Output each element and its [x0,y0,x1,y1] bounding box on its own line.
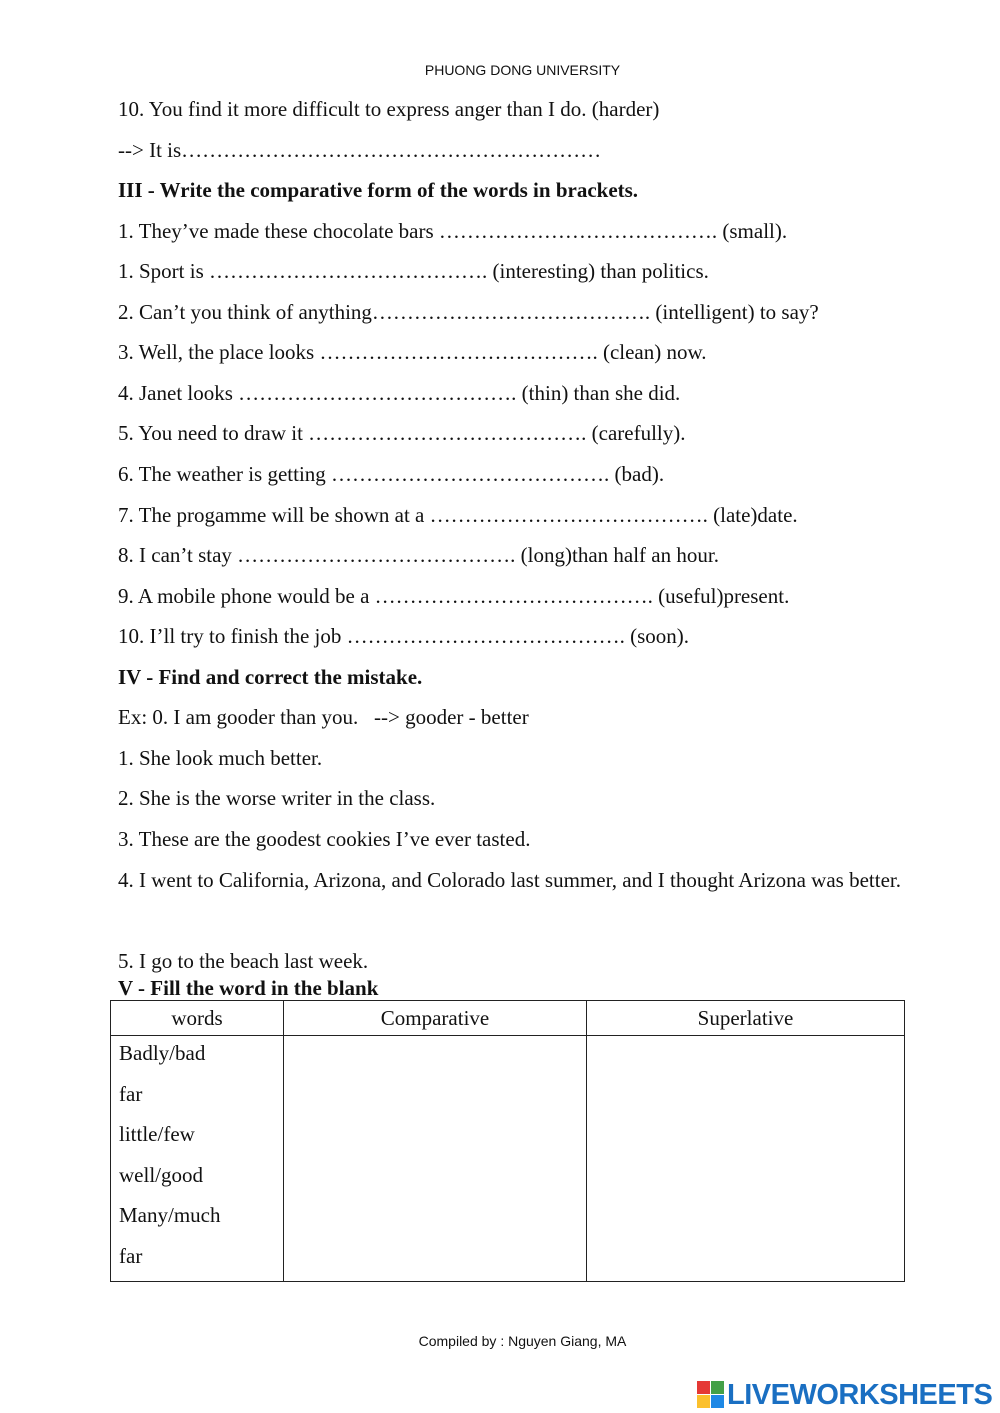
word-entry: Many/much [119,1203,221,1227]
table-body-row [111,1036,905,1282]
words-cell [111,1036,284,1282]
column-header-comparative: Comparative [284,1001,587,1036]
section-3-item: 7. The progamme will be shown at a …………………………………. (late)date. [118,503,798,527]
section-3-item: 2. Can’t you think of anything…………………………………. (intelligent) to say? [118,300,819,324]
liveworksheets-logo-icon [697,1381,725,1409]
liveworksheets-brand[interactable] [697,1378,992,1412]
section-4-item: 4. I went to California, Arizona, and Colorado last summer, and I thought Arizona was better. [118,868,901,892]
word-entry: far [119,1081,143,1106]
liveworksheets-wordmark: LIVEWORKSHEETS [727,1378,993,1411]
section-3-item: 6. The weather is getting …………………………………. (bad). [118,462,665,486]
question-2-10: 10. You find it more difficult to express anger than I do. (harder) [118,97,660,121]
section-4-item: 1. She look much better. [118,746,323,770]
section-3-item: 5. You need to draw it …………………………………. (carefully). [118,421,686,445]
word-entry: well/good [119,1162,203,1187]
section-4-item: 3. These are the goodest cookies I’ve ever tasted. [118,827,531,851]
section-3-item: 9. A mobile phone would be a …………………………………. (useful)present. [118,584,790,608]
section-3-item: 3. Well, the place looks …………………………………. (clean) now. [118,340,707,364]
word-entry: Badly/bad [119,1041,206,1065]
section-4-example: Ex: 0. I am gooder than you. --> gooder - better [118,705,529,729]
section-4-item: 2. She is the worse writer in the class. [118,786,436,810]
page-header: PHUONG DONG UNIVERSITY [424,62,621,78]
section-4-title: IV - Find and correct the mistake. [118,665,423,689]
superlative-answer-cell[interactable] [587,1036,905,1282]
section-3-item: 8. I can’t stay …………………………………. (long)than half an hour. [118,543,719,567]
section-3-item: 1. Sport is …………………………………. (interesting) than politics. [118,259,709,283]
page-footer: Compiled by : Nguyen Giang, MA [418,1333,627,1349]
column-header-superlative: Superlative [587,1001,905,1036]
comparison-table [110,1000,905,1282]
comparative-answer-cell[interactable] [284,1036,587,1282]
section-4-item: 5. I go to the beach last week. [118,949,369,973]
section-5-title: V - Fill the word in the blank [118,976,379,1000]
word-entry: far [119,1243,143,1268]
section-3-item: 4. Janet looks …………………………………. (thin) than she did. [118,381,681,405]
section-3-title: III - Write the comparative form of the words in brackets. [118,178,639,202]
word-entry: little/few [119,1122,195,1146]
section-3-item: 10. I’ll try to finish the job …………………………………. (soon). [118,624,690,648]
answer-line-2-10: --> It is…………………………………………………… [118,138,602,162]
table-header-row [111,1001,905,1036]
column-header-words: words [111,1001,284,1036]
section-3-item: 1. They’ve made these chocolate bars …………………………………. (small). [118,219,788,243]
